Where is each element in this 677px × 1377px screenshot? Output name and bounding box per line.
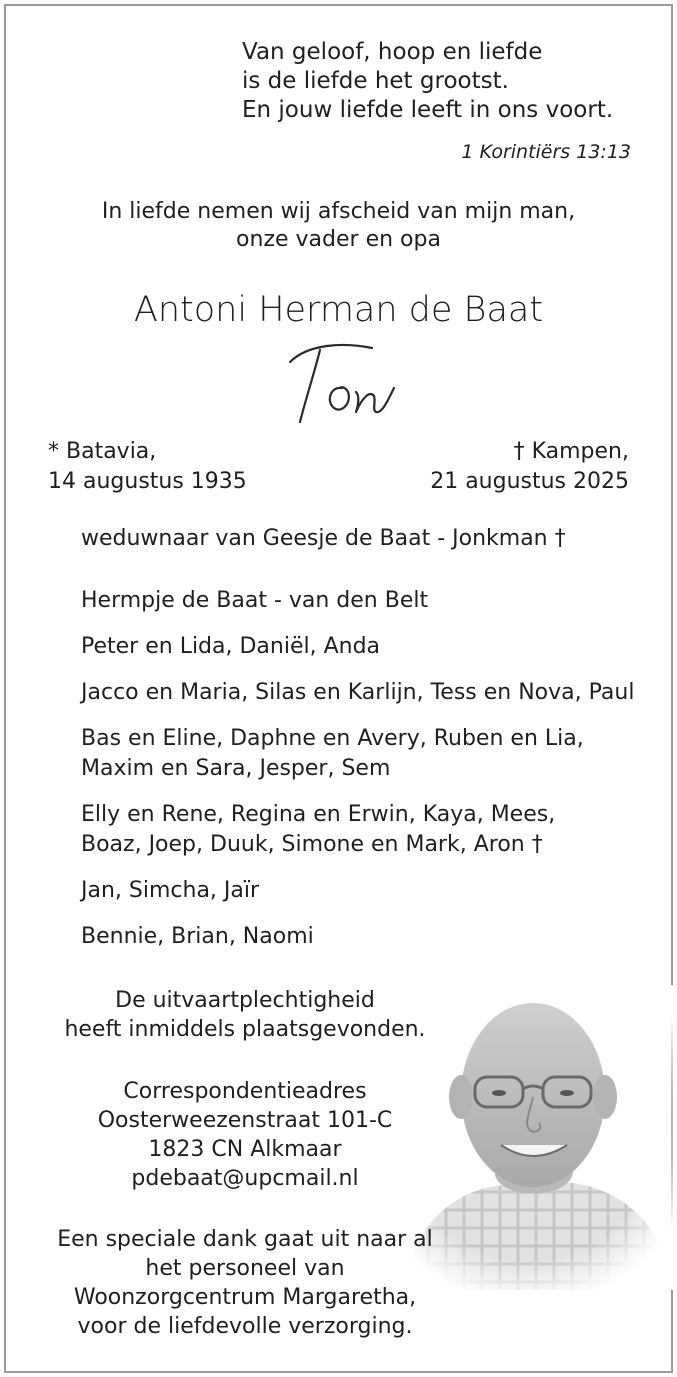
family-line: Elly en Rene, Regina en Erwin, Kaya, Mees, (81, 802, 556, 827)
funeral-line: De uitvaartplechtigheid (115, 988, 375, 1013)
family-entry (81, 800, 634, 860)
family-entry (81, 724, 634, 784)
birth-info (48, 437, 247, 497)
family-line: Hermpje de Baat - van den Belt (81, 588, 429, 613)
funeral-notice (45, 986, 445, 1044)
intro-line: onze vader en opa (236, 227, 441, 252)
bible-quote (242, 38, 613, 125)
correspondence-address (45, 1077, 445, 1193)
widower-line: weduwnaar van Geesje de Baat - Jonkman † (81, 526, 566, 551)
family-entry (81, 678, 634, 708)
quote-line: is de liefde het grootst. (242, 68, 509, 94)
nickname-signature (268, 336, 418, 428)
thanks-line: het personeel van (145, 1256, 345, 1281)
family-entry (81, 586, 634, 616)
family-line: Jacco en Maria, Silas en Karlijn, Tess en Nova, Paul (81, 680, 635, 705)
family-line: Boaz, Joep, Duuk, Simone en Mark, Aron † (81, 832, 543, 857)
deceased-full-name: Antoni Herman de Baat (133, 290, 544, 330)
death-place: † Kampen, (513, 439, 629, 464)
quote-line: Van geloof, hoop en liefde (242, 39, 543, 65)
address-heading: Correspondentieadres (123, 1079, 367, 1104)
family-line: Bennie, Brian, Naomi (81, 924, 314, 949)
quote-line: En jouw liefde leeft in ons voort. (242, 97, 614, 123)
family-line: Maxim en Sara, Jesper, Sem (81, 756, 391, 781)
thanks-line: Een speciale dank gaat uit naar al (57, 1227, 433, 1252)
death-info (430, 437, 629, 497)
address-street: Oosterweezenstraat 101-C (97, 1108, 393, 1133)
intro-line: In liefde nemen wij afscheid van mijn man, (101, 199, 576, 224)
family-line: Peter en Lida, Daniël, Anda (81, 634, 381, 659)
thanks-note (45, 1225, 445, 1341)
family-entry (81, 922, 634, 952)
death-date: 21 augustus 2025 (430, 469, 629, 494)
address-email: pdebaat@upcmail.nl (131, 1166, 359, 1191)
birth-place: * Batavia, (48, 439, 157, 464)
thanks-line: Woonzorgcentrum Margaretha, (73, 1285, 417, 1310)
funeral-line: heeft inmiddels plaatsgevonden. (64, 1017, 426, 1042)
quote-reference: 1 Korintiërs 13:13 (461, 141, 631, 163)
family-line: Bas en Eline, Daphne en Avery, Ruben en Lia, (81, 726, 584, 751)
address-city: 1823 CN Alkmaar (148, 1137, 342, 1162)
birth-date: 14 augustus 1935 (48, 469, 247, 494)
family-list (81, 586, 634, 968)
family-entry (81, 876, 634, 906)
thanks-line: voor de liefdevolle verzorging. (77, 1314, 413, 1339)
family-entry (81, 632, 634, 662)
family-line: Jan, Simcha, Jaïr (81, 878, 260, 903)
intro-text (0, 198, 677, 254)
